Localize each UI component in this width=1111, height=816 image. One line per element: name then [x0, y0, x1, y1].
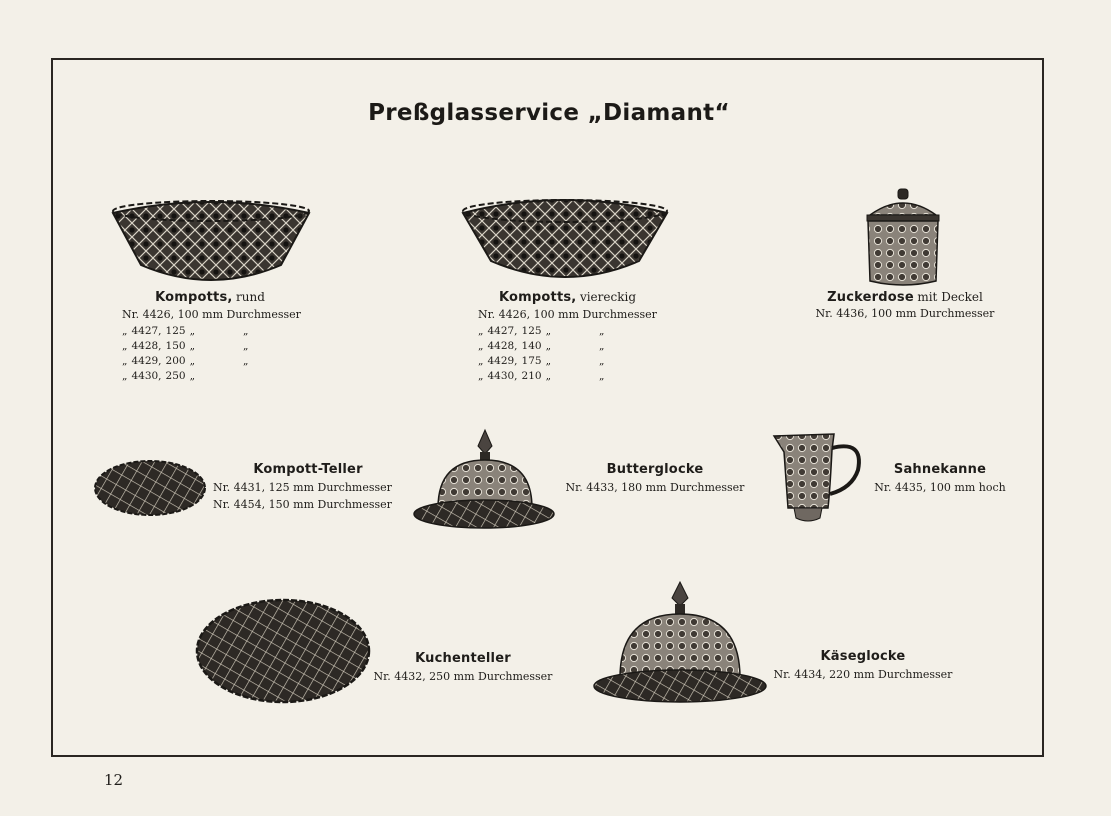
- cake-plate-line-1: Nr. 4432, 250 mm Durchmesser: [373, 669, 553, 683]
- page-title: Preßglasservice „Diamant“: [368, 100, 730, 126]
- cake-plate-name: Kuchenteller: [415, 651, 511, 666]
- item-size: 150: [165, 339, 186, 352]
- ditto-mark: „: [189, 354, 196, 367]
- ditto-mark: „: [478, 369, 484, 382]
- kompott-round-desc: rund: [236, 290, 265, 304]
- ditto-mark: „: [122, 339, 128, 352]
- item-size: 210: [521, 369, 542, 382]
- page-number: 12: [104, 771, 124, 789]
- kompott-round-bowl-image: [111, 195, 311, 287]
- ditto-mark: „: [599, 354, 605, 367]
- kompott-square-bowl-image: [461, 193, 669, 285]
- butter-dish-caption: [560, 462, 750, 495]
- item-size: 250: [165, 369, 186, 382]
- cream-jug-image: [772, 430, 866, 524]
- kompott-square-caption: [470, 290, 665, 306]
- ditto-mark: „: [545, 369, 552, 382]
- butter-dish-image: [412, 426, 557, 534]
- kompott-round-sizes: [122, 307, 301, 384]
- item-number: 4430,: [131, 369, 162, 382]
- ditto-mark: „: [122, 354, 128, 367]
- item-size: 140: [521, 339, 542, 352]
- item-number: 4429,: [131, 354, 162, 367]
- item-size: 200: [165, 354, 186, 367]
- cheese-dome-caption: [768, 649, 958, 682]
- ditto-mark: [243, 369, 252, 384]
- table-row: [478, 324, 608, 339]
- item-number: 4430,: [487, 369, 518, 382]
- compote-plate-image: [93, 458, 207, 518]
- table-row: [122, 324, 252, 339]
- cheese-dome-name: Käseglocke: [820, 649, 906, 664]
- table-row: [478, 339, 608, 354]
- cake-plate-image: [195, 598, 371, 704]
- ditto-mark: „: [243, 339, 249, 352]
- table-row: [122, 369, 252, 384]
- kompott-square-size-table: [478, 324, 608, 384]
- kompott-square-line-1: Nr. 4426, 100 mm Durchmesser: [478, 308, 657, 321]
- kompott-square-desc: viereckig: [579, 290, 637, 304]
- ditto-mark: „: [478, 339, 484, 352]
- item-number: 4427,: [487, 324, 518, 337]
- item-number: 4429,: [487, 354, 518, 367]
- compote-plate-line-1: Nr. 4431, 125 mm Durchmesser: [213, 480, 392, 494]
- ditto-mark: „: [243, 354, 249, 367]
- sugar-bowl-caption: [805, 290, 1005, 321]
- table-row: [122, 354, 252, 369]
- ditto-mark: „: [545, 339, 552, 352]
- kompott-round-name: Kompotts,: [155, 290, 233, 305]
- table-row: [122, 339, 252, 354]
- butter-dish-name: Butterglocke: [606, 462, 704, 477]
- table-row: [478, 354, 608, 369]
- cream-jug-line-1: Nr. 4435, 100 mm hoch: [874, 480, 1006, 494]
- ditto-mark: „: [599, 369, 605, 382]
- kompott-round-line-1: Nr. 4426, 100 mm Durchmesser: [122, 308, 301, 321]
- item-number: 4428,: [487, 339, 518, 352]
- ditto-mark: „: [122, 369, 128, 382]
- kompott-square-sizes: [478, 307, 657, 384]
- item-number: 4427,: [131, 324, 162, 337]
- item-size: 125: [165, 324, 186, 337]
- ditto-mark: „: [545, 324, 552, 337]
- ditto-mark: „: [243, 324, 249, 337]
- ditto-mark: „: [545, 354, 552, 367]
- table-row: [478, 369, 608, 384]
- cream-jug-name: Sahnekanne: [893, 462, 987, 477]
- compote-plate-line-2: Nr. 4454, 150 mm Durchmesser: [213, 498, 392, 511]
- ditto-mark: „: [189, 369, 196, 382]
- ditto-mark: „: [478, 354, 484, 367]
- kompott-square-name: Kompotts,: [498, 290, 577, 305]
- sugar-bowl-name: Zuckerdose: [827, 290, 914, 305]
- sugar-bowl-image: [860, 187, 946, 289]
- ditto-mark: „: [189, 339, 196, 352]
- item-size: 125: [521, 324, 542, 337]
- cheese-dome-image: [592, 580, 768, 708]
- ditto-mark: „: [189, 324, 196, 337]
- item-size: 175: [521, 354, 542, 367]
- cake-plate-caption: [368, 651, 558, 684]
- sugar-bowl-desc: mit Deckel: [917, 290, 983, 304]
- ditto-mark: „: [122, 324, 128, 337]
- cheese-dome-line-1: Nr. 4434, 220 mm Durchmesser: [773, 667, 953, 681]
- butter-dish-line-1: Nr. 4433, 180 mm Durchmesser: [565, 480, 745, 494]
- kompott-round-caption: [115, 290, 305, 306]
- compote-plate-name: Kompott-Teller: [253, 462, 363, 477]
- ditto-mark: „: [478, 324, 484, 337]
- ditto-mark: „: [599, 339, 605, 352]
- cream-jug-caption: [865, 462, 1015, 495]
- item-number: 4428,: [131, 339, 162, 352]
- compote-plate-caption: [213, 462, 398, 513]
- sugar-bowl-line-1: Nr. 4436, 100 mm Durchmesser: [815, 306, 995, 320]
- kompott-round-size-table: [122, 324, 252, 384]
- ditto-mark: „: [599, 324, 605, 337]
